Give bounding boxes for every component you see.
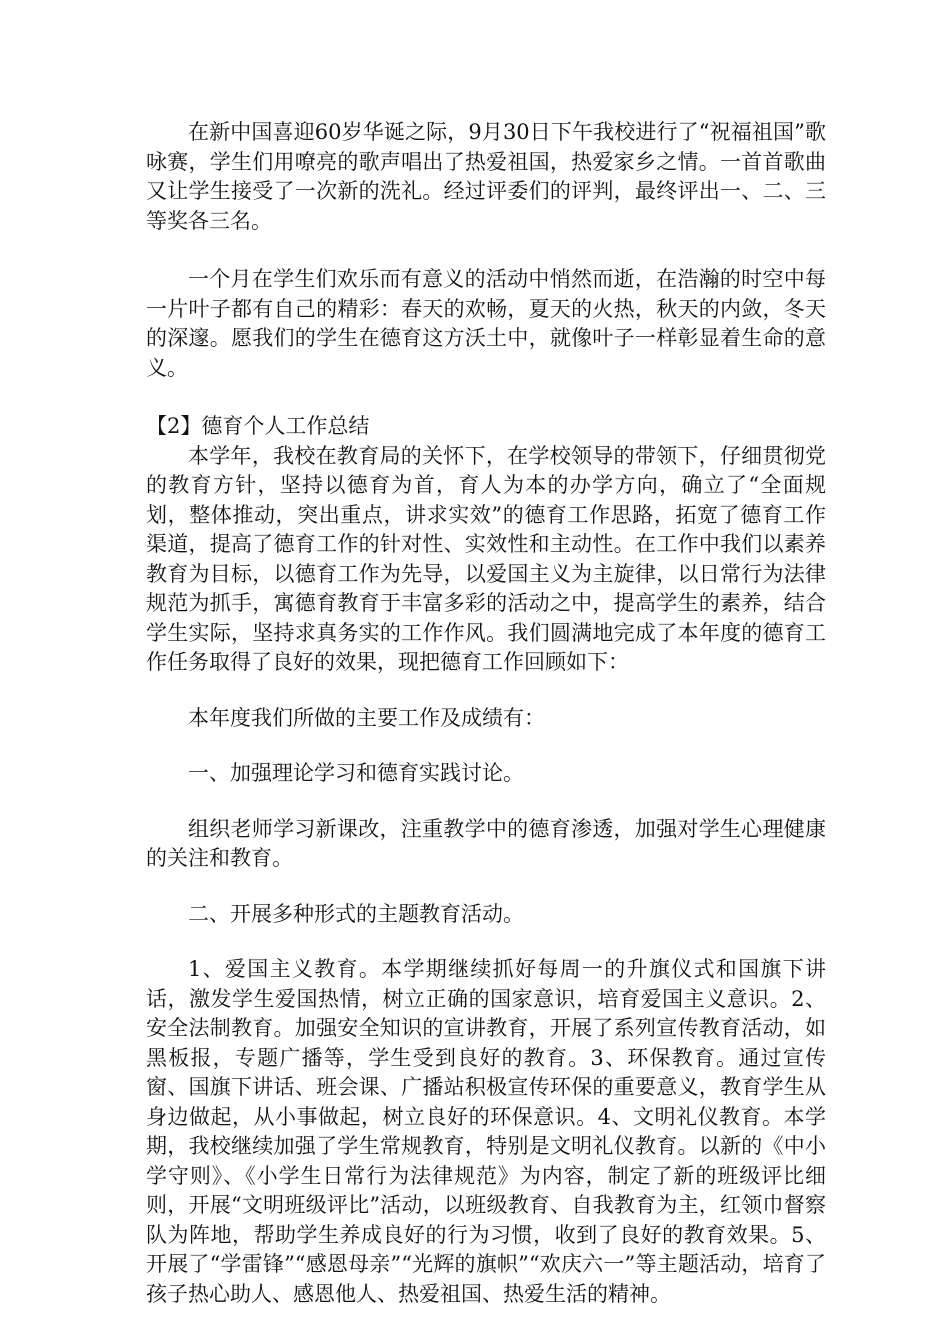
paragraph-annual-overview: 本学年，我校在教育局的关怀下，在学校领导的带领下，仔细贯彻党的教育方针，坚持以德育为首，育人为本的办学方向，确立了“全面规划，整体推动，突出重点，讲求实效”的德育工作思路，拓宽了德育工作渠道，提高了德育工作的针对性、实效性和主动性。在工作中我们以素养教育为目标，以德育工作为先导，以爱国主义为主旋律，以日常行为法律规范为抓手，寓德育教育于丰富多彩的活动之中，提高学生的素养，结合学生实际，坚持求真务实的工作作风。我们圆满地完成了本年度的德育工作任务取得了良好的效果，现把德育工作回顾如下： xyxy=(146,443,826,674)
paragraph-teacher-study: 组织老师学习新课改，注重教学中的德育渗透，加强对学生心理健康的关注和教育。 xyxy=(146,816,826,870)
section-heading: 【2】德育个人工作总结 xyxy=(146,414,370,438)
paragraph-leaves-reflection: 一个月在学生们欢乐而有意义的活动中悄然而逝，在浩瀚的时空中每一片叶子都有自己的精彩：春天的欢畅，夏天的火热，秋天的内敛，冬天的深邃。愿我们的学生在德育这方沃土中，就像叶子一样彰显着生命的意义。 xyxy=(146,267,826,380)
paragraph-item-two-heading: 二、开展多种形式的主题教育活动。 xyxy=(188,901,524,926)
paragraph-item-one-heading: 一、加强理论学习和德育实践讨论。 xyxy=(188,761,524,785)
paragraph-song-contest: 在新中国喜迎60岁华诞之际，9月30日下午我校进行了“祝福祖国”歌咏赛，学生们用嘹亮的歌声唱出了热爱祖国，热爱家乡之情。一首首歌曲又让学生接受了一次新的洗礼。经过评委们的评判，最终评出一、二、三等奖各三名。 xyxy=(146,120,826,233)
document-page xyxy=(146,118,826,1309)
paragraph-theme-activities: 1、爱国主义教育。本学期继续抓好每周一的升旗仪式和国旗下讲话，激发学生爱国热情，树立正确的国家意识，培育爱国主义意识。2、安全法制教育。加强安全知识的宣讲教育，开展了系列宣传教育活动，如黑板报，专题广播等，学生受到良好的教育。3、环保教育。通过宣传窗、国旗下讲话、班会课、广播站积极宣传环保的重要意义，教育学生从身边做起，从小事做起，树立良好的环保意识。4、文明礼仪教育。本学期，我校继续加强了学生常规教育，特别是文明礼仪教育。以新的《中小学守则》、《小学生日常行为法律规范》为内容，制定了新的班级评比细则，开展“文明班级评比”活动，以班级教育、自我教育为主，红领巾督察队为阵地，帮助学生养成良好的行为习惯，收到了良好的教育效果。5、开展了“学雷锋”“感恩母亲”“光辉的旗帜”“欢庆六一”等主题活动，培育了孩子热心助人、感恩他人、热爱祖国、热爱生活的精神。 xyxy=(146,957,826,1306)
paragraph-main-work-intro: 本年度我们所做的主要工作及成绩有： xyxy=(188,705,545,730)
